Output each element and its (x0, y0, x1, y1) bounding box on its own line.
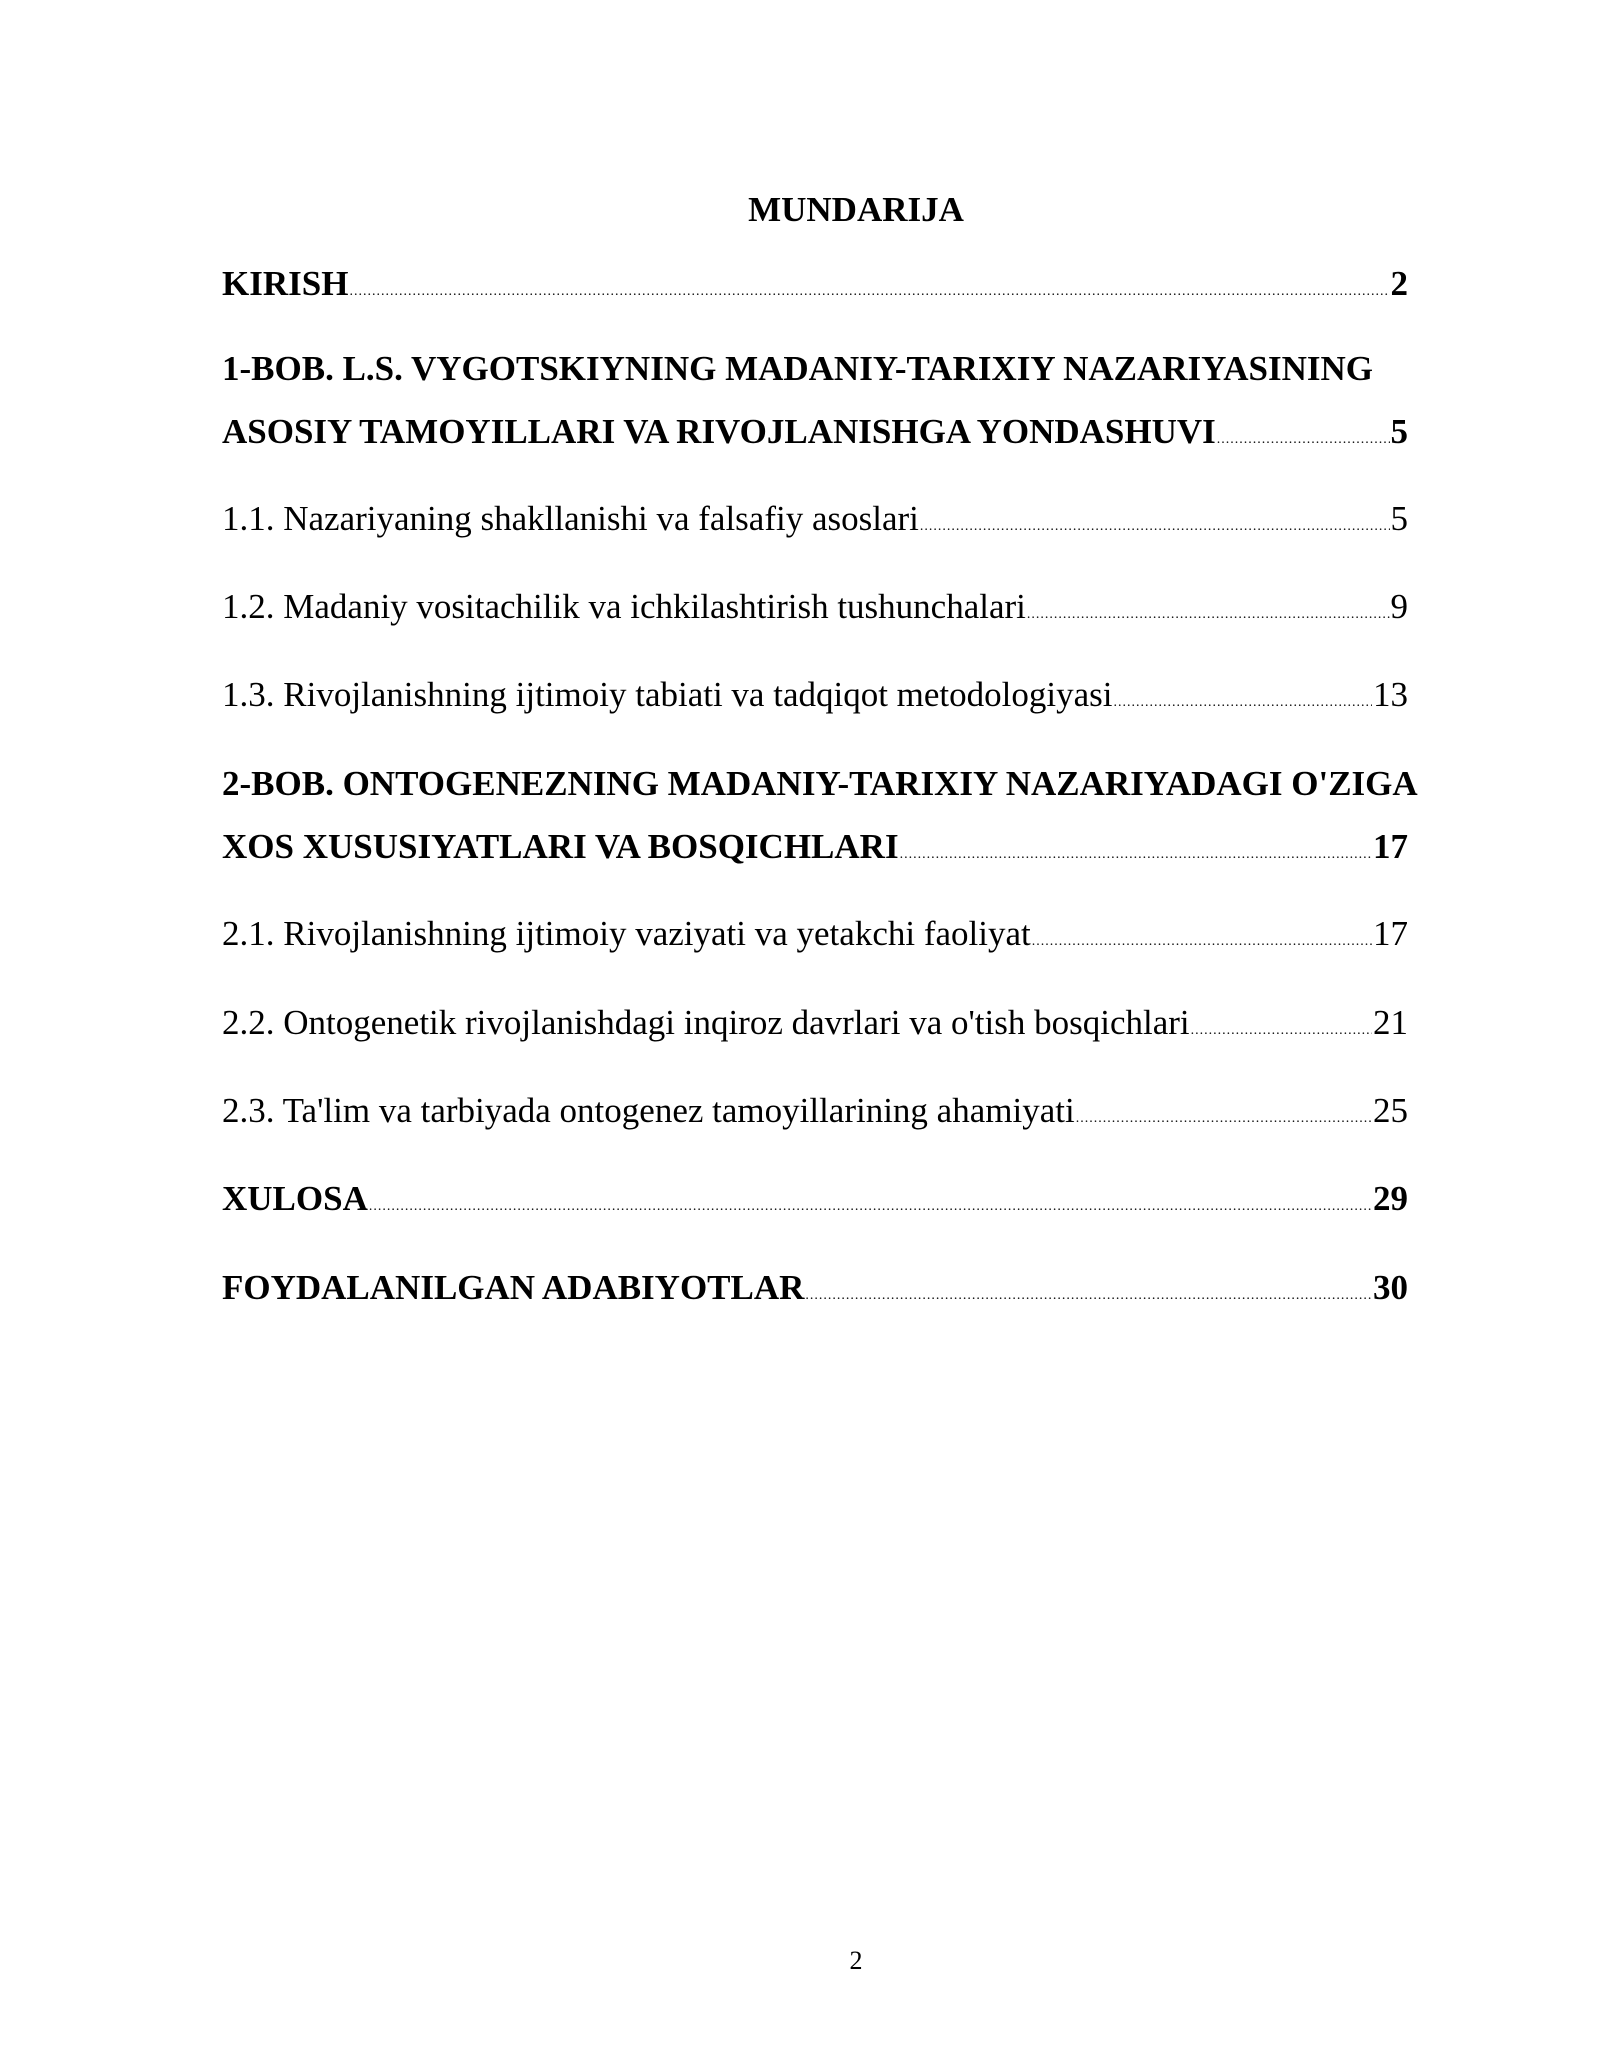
toc-entry-line (222, 1175, 1408, 1238)
toc-entry-xulosa[interactable] (222, 1175, 1408, 1238)
toc-entry-title: 1-BOB. L.S. VYGOTSKIYNING MADANIY-TARIXIY NAZARIYASINING (222, 349, 1373, 388)
toc-page-number: 17 (1373, 914, 1408, 953)
toc-entry-line (222, 260, 1408, 323)
toc-entry-title: KIRISH (222, 264, 349, 303)
toc-entry-adabiyot[interactable] (222, 1264, 1408, 1327)
toc-entry-line (222, 345, 1408, 408)
dot-leader (1191, 1007, 1372, 1055)
toc-entry-line (222, 910, 1408, 973)
toc-page-number: 2 (1390, 264, 1408, 303)
toc-entry-line (222, 583, 1408, 646)
dot-leader (1076, 1095, 1372, 1143)
toc-entry-title: 1.3. Rivojlanishning ijtimoiy tabiati va tadqiqot metodologiyasi (222, 675, 1113, 714)
toc-entry-title: 2.3. Ta'lim va tarbiyada ontogenez tamoyillarining ahamiyati (222, 1091, 1075, 1130)
toc-entry-s2-1[interactable] (222, 910, 1408, 973)
toc-entry-bob2[interactable] (222, 760, 1418, 886)
toc-entry-s1-3[interactable] (222, 671, 1408, 734)
toc-entry-title: XOS XUSUSIYATLARI VA BOSQICHLARI (222, 827, 899, 866)
toc-entry-line (222, 1087, 1408, 1150)
toc-page-number: 30 (1373, 1268, 1408, 1307)
toc-entry-title: 2.1. Rivojlanishning ijtimoiy vaziyati va yetakchi faoliyat (222, 914, 1031, 953)
toc-page-number: 13 (1373, 675, 1408, 714)
dot-leader (1032, 918, 1372, 966)
page-number: 2 (849, 1946, 863, 1975)
toc-page-number: 21 (1373, 1003, 1408, 1042)
dot-leader (1027, 591, 1390, 639)
toc-entry-title: 1.1. Nazariyaning shakllanishi va falsafiy asoslari (222, 499, 919, 538)
toc-entry-title: 1.2. Madaniy vositachilik va ichkilashtirish tushunchalari (222, 587, 1026, 626)
dot-leader (1217, 416, 1390, 464)
toc-entry-bob1[interactable] (222, 345, 1408, 471)
toc-entry-title: ASOSIY TAMOYILLARI VA RIVOJLANISHGA YONDASHUVI (222, 412, 1216, 451)
toc-entry-line (222, 495, 1408, 558)
toc-page-number: 5 (1390, 412, 1408, 451)
toc-entry-line (222, 671, 1408, 734)
page-title: MUNDARIJA (748, 190, 964, 229)
toc-entry-title: 2-BOB. ONTOGENEZNING MADANIY-TARIXIY NAZARIYADAGI O'ZIGA (222, 764, 1418, 803)
toc-page-number: 17 (1373, 827, 1408, 866)
toc-page-number: 9 (1390, 587, 1408, 626)
toc-page-number: 5 (1390, 499, 1408, 538)
toc-entry-line (222, 408, 1408, 471)
toc-entry-kirish[interactable] (222, 260, 1408, 323)
toc-entry-title: 2.2. Ontogenetik rivojlanishdagi inqiroz davrlari va o'tish bosqichlari (222, 1003, 1190, 1042)
dot-leader (805, 1272, 1372, 1320)
toc-entry-s2-3[interactable] (222, 1087, 1408, 1150)
dot-leader (349, 268, 1389, 316)
toc-page-number: 25 (1373, 1091, 1408, 1130)
dot-leader (920, 503, 1390, 551)
toc-entry-line (222, 1264, 1408, 1327)
toc-entry-line (222, 823, 1408, 886)
toc-entry-s1-2[interactable] (222, 583, 1408, 646)
dot-leader (369, 1183, 1372, 1231)
toc-entry-s1-1[interactable] (222, 495, 1408, 558)
toc-entry-title: XULOSA (222, 1179, 368, 1218)
toc-entry-line (222, 760, 1418, 823)
toc-entry-line (222, 999, 1408, 1062)
toc-entry-s2-2[interactable] (222, 999, 1408, 1062)
toc-page-number: 29 (1373, 1179, 1408, 1218)
toc-entry-title: FOYDALANILGAN ADABIYOTLAR (222, 1268, 805, 1307)
dot-leader (1113, 679, 1372, 727)
dot-leader (900, 831, 1372, 879)
